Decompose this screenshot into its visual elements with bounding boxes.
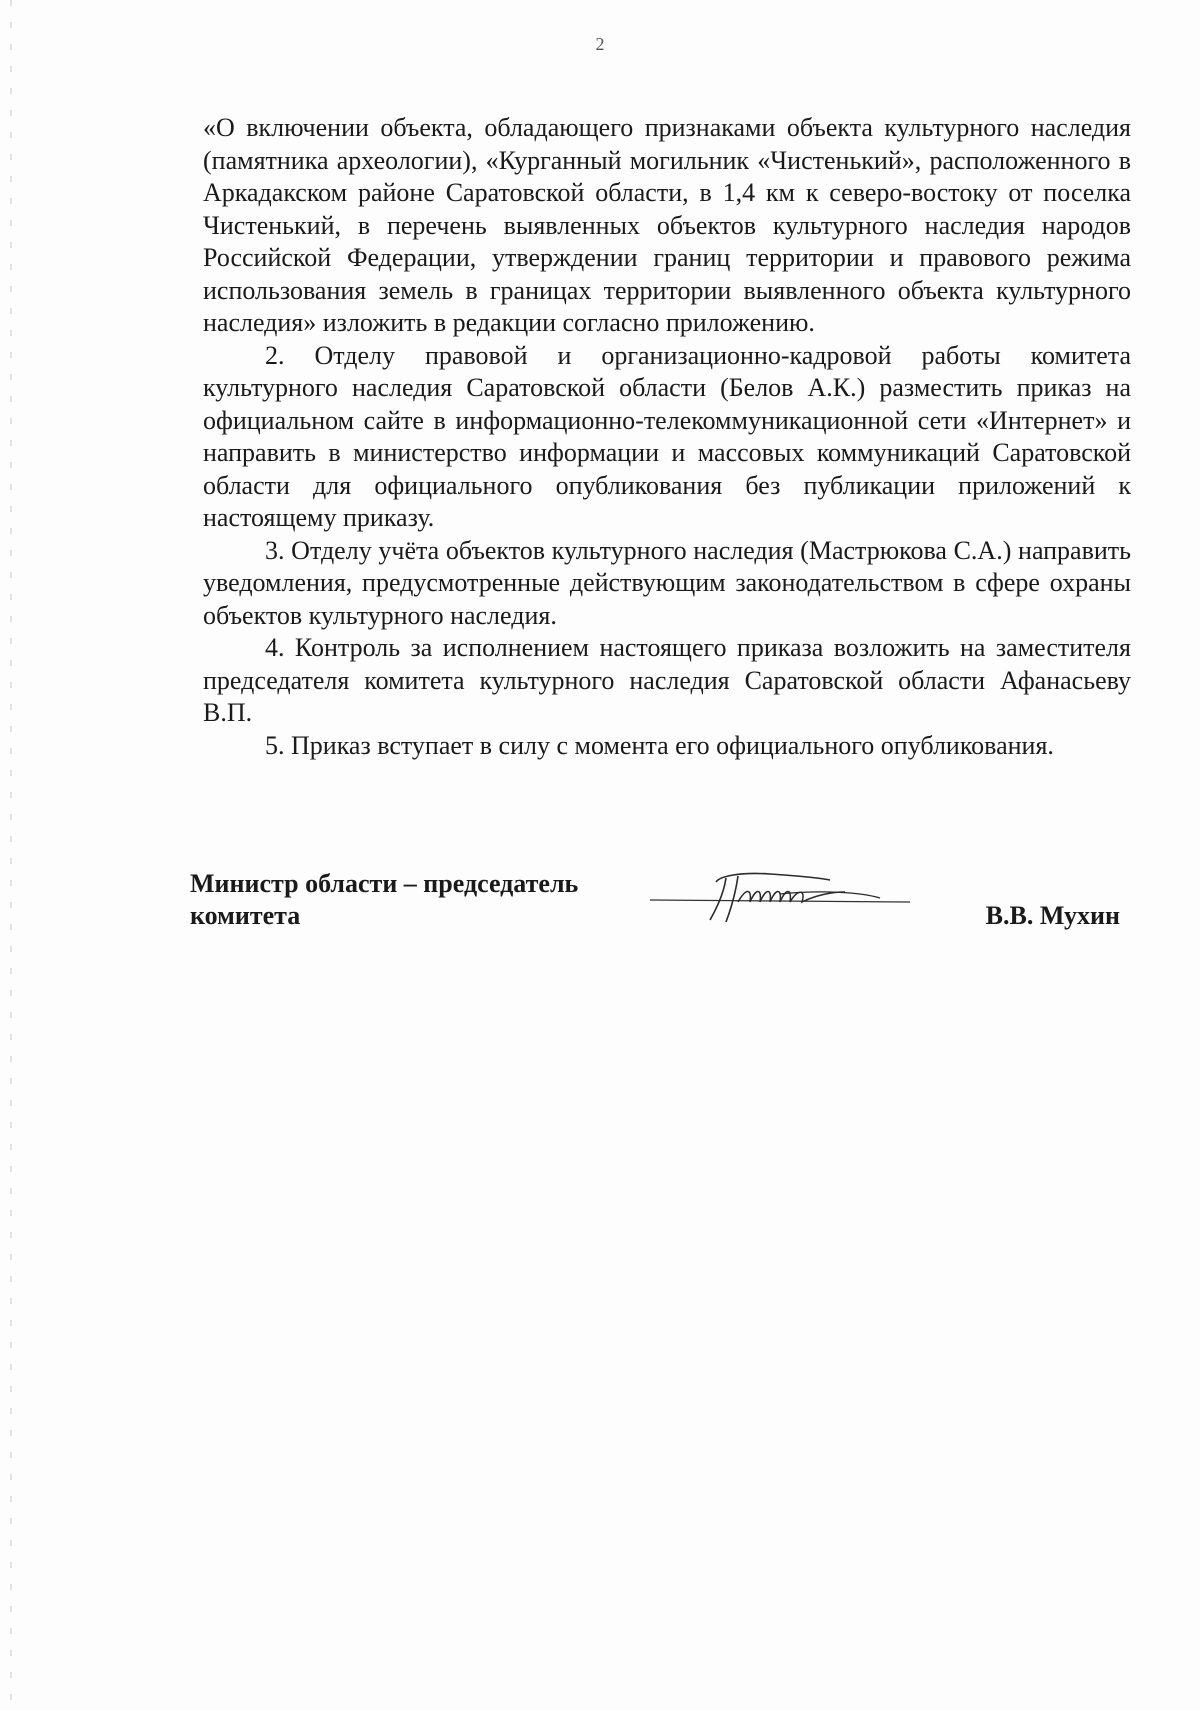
signer-position-line-1: Министр области – председатель [190, 869, 579, 898]
signer-name: В.В. Мухин [985, 901, 1120, 930]
paragraph-item-3: 3. Отделу учёта объектов культурного наследия (Мастрюкова С.А.) направить уведомления, предусмотренные действующим законодательством в сфере охраны объектов культурного наследия. [203, 535, 1131, 630]
signature-block [190, 868, 1120, 948]
scan-edge-artifact [10, 0, 12, 1711]
paragraph-item-5: 5. Приказ вступает в силу с момента его официального опубликования. [265, 730, 1054, 760]
signer-position-line-2: комитета [190, 901, 301, 930]
page-number: 2 [595, 34, 605, 54]
paragraph-item-2: 2. Отделу правовой и организационно-кадровой работы комитета культурного наследия Саратовской области (Белов А.К.) разместить приказ на официальном сайте в информационно-телекоммуникационной сети «Интернет» и направить в министерство информации и массовых коммуникаций Саратовской области для официального опубликования без публикации приложений к настоящему приказу. [203, 340, 1131, 532]
paragraph-continuation: «О включении объекта, обладающего признаками объекта культурного наследия (памятника археологии), «Курганный могильник «Чистенький», расположенного в Аркадакском районе Саратовской области, в 1,4 км к северо-востоку от поселка Чистенький, в перечень выявленных объектов культурного наследия народов Российской Федерации, утверждении границ территории и правового режима использования земель в границах территории выявленного объекта культурного наследия» изложить в редакции согласно приложению. [203, 113, 1131, 337]
signer-position [190, 868, 578, 932]
paragraph-item-4: 4. Контроль за исполнением настоящего приказа возложить на заместителя председателя комитета культурного наследия Саратовской области Афанасьеву В.П. [203, 633, 1131, 727]
handwritten-signature [630, 862, 920, 932]
document-body [203, 112, 1131, 762]
